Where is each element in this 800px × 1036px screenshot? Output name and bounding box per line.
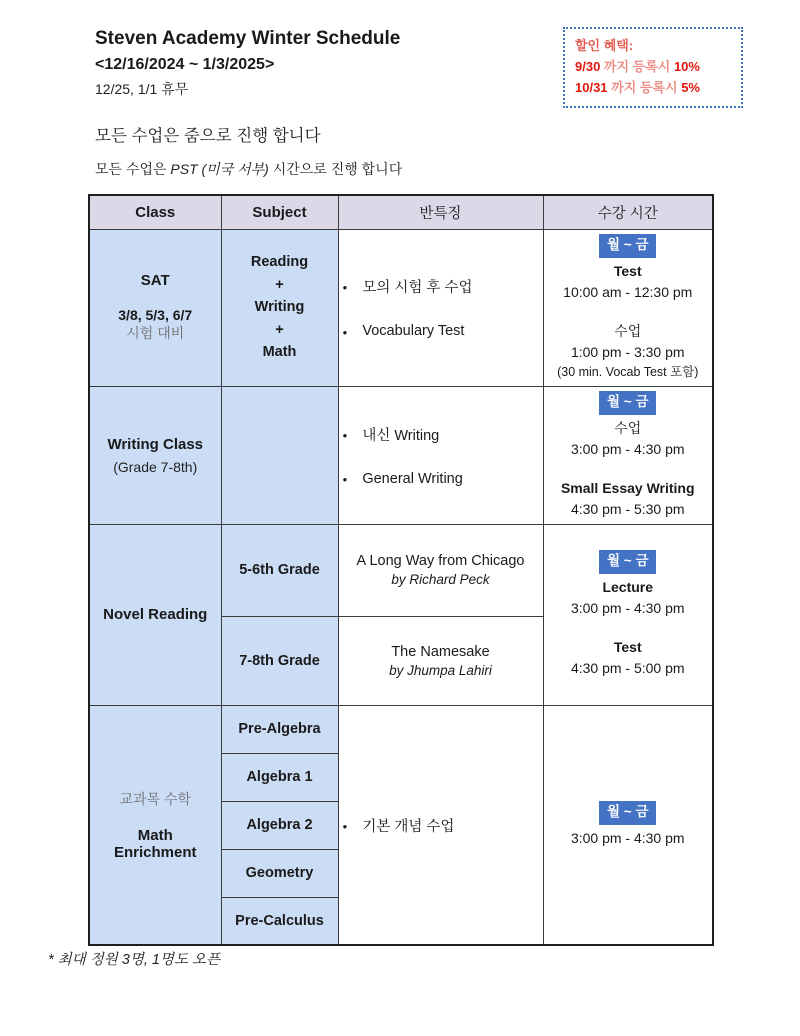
novel-sub1-author: by Richard Peck [391, 572, 490, 588]
header-class: Class [89, 195, 221, 229]
row-writing [89, 386, 713, 524]
writing-features-cell [338, 386, 543, 524]
sat-subject-plus: + [275, 276, 284, 293]
footer-note: * 최대 정원 3명, 1명도 오픈 [48, 952, 221, 968]
writing-time-block1-title: 수업 [614, 419, 642, 436]
discount-box [563, 27, 743, 108]
math-subject-cell [221, 753, 338, 801]
intro [95, 122, 402, 179]
sat-features-cell [338, 229, 543, 386]
discount-line-1 [575, 57, 733, 78]
math-subject: Algebra 2 [246, 817, 313, 834]
holiday-note: 12/25, 1/1 휴무 [95, 81, 189, 97]
sat-weekday-chip: 월 ~ 금 [599, 234, 656, 258]
math-subject: Algebra 1 [246, 769, 313, 786]
row-math-1 [89, 705, 713, 753]
header [95, 28, 400, 99]
math-subject: Pre-Calculus [235, 913, 324, 929]
header-features: 반특징 [338, 195, 543, 229]
sat-time-block2-time: 1:00 pm - 3:30 pm [570, 343, 685, 360]
math-class-cell [89, 705, 221, 945]
novel-sub2-grade-cell [221, 616, 338, 705]
sat-subject-line: Writing [254, 299, 305, 316]
sat-time-cell [543, 229, 713, 386]
math-time-cell [543, 705, 713, 945]
novel-sub1-grade: 5-6th Grade [239, 562, 320, 579]
writing-class-note: (Grade 7-8th) [113, 458, 198, 475]
sat-feature-item: ● 모의 시험 후 수업 [343, 276, 539, 297]
novel-time-block2-time: 4:30 pm - 5:00 pm [570, 660, 685, 677]
novel-sub2-book-cell [338, 616, 543, 705]
discount-date-1: 9/30 [575, 58, 601, 74]
writing-class-title: Writing Class [107, 435, 204, 453]
math-subject-cell [221, 801, 338, 849]
sat-subject-line: Math [262, 344, 297, 361]
novel-sub1-book-cell [338, 524, 543, 616]
sat-class-title: SAT [140, 272, 170, 289]
intro-line-2 [95, 159, 402, 179]
novel-time-block1-time: 3:00 pm - 4:30 pm [570, 600, 685, 617]
header-subject: Subject [221, 195, 338, 229]
math-subject: Pre-Algebra [238, 721, 321, 738]
sat-feature-item: ● Vocabulary Test [343, 323, 539, 339]
sat-subject-cell [221, 229, 338, 386]
date-range: <12/16/2024 ~ 1/3/2025> [95, 56, 275, 73]
novel-weekday-chip: 월 ~ 금 [599, 550, 656, 574]
novel-time-cell [543, 524, 713, 705]
header-time: 수강 시간 [543, 195, 713, 229]
math-features-cell [338, 705, 543, 945]
discount-heading: 할인 혜택: [575, 38, 634, 53]
page-title: Steven Academy Winter Schedule [95, 28, 401, 49]
sat-class-cell [89, 229, 221, 386]
sat-class-note: 시험 대비 [126, 325, 185, 341]
math-time-block1-time: 3:00 pm - 4:30 pm [570, 830, 685, 847]
intro-line-2-suffix: 시간으로 진행 합니다 [268, 161, 403, 177]
row-novel-1 [89, 524, 713, 616]
discount-percent-2: 5% [681, 79, 700, 95]
row-sat [89, 229, 713, 386]
math-weekday-chip: 월 ~ 금 [599, 801, 656, 825]
sat-time-block1-time: 10:00 am - 12:30 pm [563, 283, 693, 300]
discount-date-2: 10/31 [575, 79, 608, 95]
intro-line-1: 모든 수업은 줌으로 진행 합니다 [95, 127, 321, 145]
sat-time-block1-title: Test [613, 262, 642, 279]
novel-sub2-grade: 7-8th Grade [239, 652, 320, 669]
math-subject-cell [221, 705, 338, 753]
novel-sub2-author: by Jhumpa Lahiri [389, 662, 492, 678]
novel-sub2-book: The Namesake [391, 643, 490, 660]
discount-text-1: 까지 등록시 [600, 58, 674, 74]
discount-text-2: 까지 등록시 [607, 79, 682, 95]
sat-subject-plus: + [275, 321, 284, 338]
discount-line-2 [575, 78, 733, 99]
writing-time-cell [543, 386, 713, 524]
writing-time-block2-title: Small Essay Writing [560, 479, 695, 496]
writing-feature-item: ● 내신 Writing [343, 424, 539, 445]
math-subject-cell [221, 897, 338, 945]
writing-feature-item: ● General Writing [343, 471, 539, 487]
math-feature-item: ● 기본 개념 수업 [343, 815, 539, 836]
novel-class-cell [89, 524, 221, 705]
math-subject: Geometry [245, 865, 314, 882]
novel-class-title: Novel Reading [103, 606, 208, 624]
discount-percent-1: 10% [673, 58, 700, 74]
math-subject-cell [221, 849, 338, 897]
novel-time-block2-title: Test [613, 639, 642, 656]
sat-class-dates: 3/8, 5/3, 6/7 [118, 307, 193, 323]
math-class-title-1: Math [137, 827, 173, 844]
sat-subject-line: Reading [250, 254, 309, 271]
intro-line-2-timezone: PST (미국 서부) [170, 161, 269, 177]
writing-weekday-chip: 월 ~ 금 [599, 391, 656, 415]
sat-time-block2-title: 수업 [614, 322, 642, 339]
math-class-note: 교과목 수학 [119, 791, 191, 807]
novel-sub1-grade-cell [221, 524, 338, 616]
writing-class-cell [89, 386, 221, 524]
math-class-title-2: Enrichment [113, 844, 197, 861]
writing-time-block2-time: 4:30 pm - 5:30 pm [570, 500, 685, 517]
sat-time-block2-note: (30 min. Vocab Test 포함) [557, 364, 699, 379]
writing-subject-cell-empty [221, 386, 338, 524]
table-header-row [89, 195, 713, 229]
novel-time-block1-title: Lecture [602, 579, 654, 596]
schedule-table [88, 194, 714, 946]
writing-time-block1-time: 3:00 pm - 4:30 pm [570, 440, 685, 457]
intro-line-2-prefix: 모든 수업은 [95, 161, 171, 177]
novel-sub1-book: A Long Way from Chicago [356, 553, 525, 570]
